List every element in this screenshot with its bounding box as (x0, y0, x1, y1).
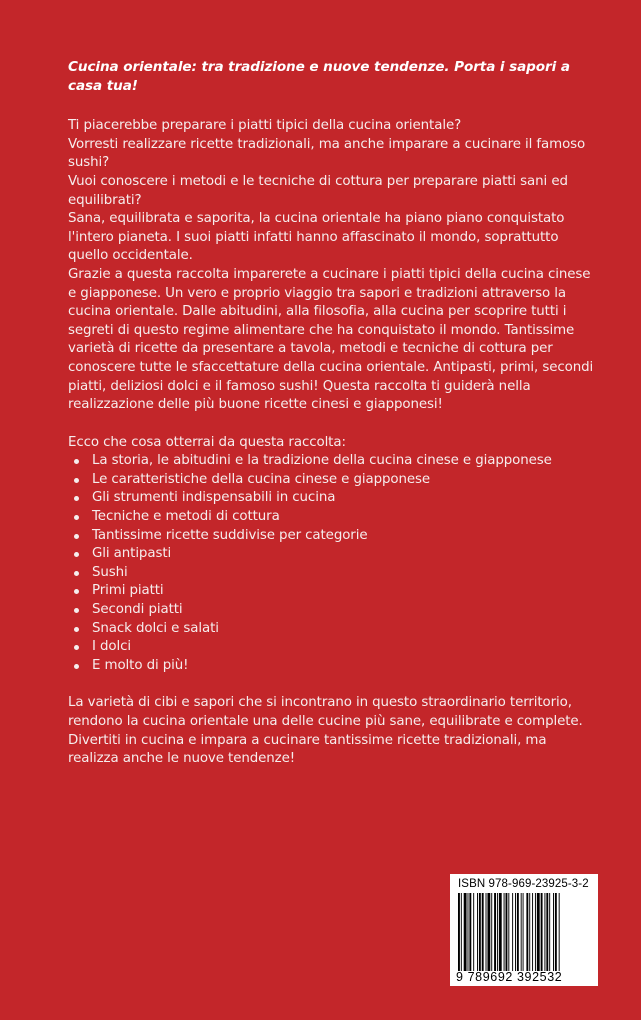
list-item: Gli strumenti indispensabili in cucina (68, 489, 598, 508)
intro-line-2: Vorresti realizzare ricette tradizionali, ma anche imparare a cucinare il famoso sushi? (68, 136, 586, 171)
tagline: Cucina orientale: tra tradizione e nuove tendenze. Porta i sapori a casa tua! (68, 59, 570, 94)
barcode-bar (529, 893, 530, 971)
intro-paragraph-2: Grazie a questa raccolta imparerete a cucinare i piatti tipici della cucina cinese e giapponese. Un vero e proprio viaggio tra sapori e tradizioni attraverso la cucina orientale. Dalle abitudini, alla filosofia, alla cucina per scoprire tutti i segreti di questo regime alimentare che ha conquistato il mondo. Tantissime varietà di ricette da presentare a tavola, metodi e tecniche di cottura per conoscere tutte le sfaccettature della cucina orientale. Antipasti, primi, secondi piatti, deliziosi dolci e il famoso sushi! Questa raccolta ti guiderà nella realizzazione delle più buone ricette cinesi e giapponesi! (68, 266, 594, 413)
barcode-bar (497, 893, 498, 971)
barcode-bar (553, 893, 554, 971)
barcode-bar (515, 893, 516, 971)
list-intro: Ecco che cosa otterrai da questa raccolta: (68, 434, 346, 450)
list-item: Sushi (68, 564, 598, 583)
barcode-bar (469, 893, 471, 971)
list-item: Gli antipasti (68, 545, 598, 564)
intro-line-1: Ti piacerebbe preparare i piatti tipici della cucina orientale? (68, 118, 462, 134)
barcode-bar (506, 893, 508, 971)
list-item: La storia, le abitudini e la tradizione della cucina cinese e giapponese (68, 452, 598, 471)
barcode-bar (512, 893, 513, 971)
barcode-bar (491, 893, 492, 971)
feature-list (68, 452, 598, 675)
barcode-digits: 9 789692 392532 (456, 970, 563, 984)
barcode-bar (487, 893, 490, 971)
barcode-bar (532, 893, 533, 971)
barcode-bar (549, 893, 550, 971)
barcode-bar (559, 893, 560, 971)
barcode-bar (486, 893, 487, 971)
barcode-bar (464, 893, 467, 971)
isbn-barcode (450, 874, 598, 986)
barcode-bar (526, 893, 528, 971)
intro-paragraph-1: Sana, equilibrata e saporita, la cucina orientale ha piano piano conquistato l'intero pianeta. I suoi piatti infatti hanno affascinato il mondo, soprattutto quello occidentale. (68, 211, 565, 264)
barcode-bar (461, 893, 462, 971)
barcode-bar (535, 893, 536, 971)
list-item: Secondi piatti (68, 601, 598, 620)
intro-line-3: Vuoi conoscere i metodi e le tecniche di cottura per preparare piatti sani ed equilibrati? (68, 173, 568, 208)
list-item: Le caratteristiche della cucina cinese e giapponese (68, 471, 598, 490)
barcode-bar (517, 893, 519, 971)
back-cover-text (68, 58, 598, 769)
list-item: Primi piatti (68, 582, 598, 601)
isbn-label: ISBN 978-969-23925-3-2 (458, 878, 589, 890)
barcode-bar (504, 893, 505, 971)
barcode-bar (555, 893, 557, 971)
barcode-bar (468, 893, 469, 971)
barcode-bar (541, 893, 543, 971)
barcode-bar (523, 893, 524, 971)
barcode-bar (479, 893, 481, 971)
list-item: I dolci (68, 638, 598, 657)
barcode-bars (456, 893, 592, 971)
barcode-bar (473, 893, 474, 971)
barcode-bar (499, 893, 502, 971)
barcode-bar (508, 893, 509, 971)
list-item: Snack dolci e salati (68, 620, 598, 639)
list-item: E molto di più! (68, 657, 598, 676)
barcode-bar (458, 893, 460, 971)
barcode-bar (546, 893, 548, 971)
list-item: Tecniche e metodi di cottura (68, 508, 598, 527)
barcode-bar (521, 893, 522, 971)
barcode-bar (477, 893, 478, 971)
barcode-bar (544, 893, 545, 971)
barcode-bar (494, 893, 496, 971)
list-item: Tantissime ricette suddivise per categorie (68, 527, 598, 546)
barcode-bar (537, 893, 540, 971)
closing-paragraph: La varietà di cibi e sapori che si incontrano in questo straordinario territorio, rendono la cucina orientale una delle cucine più sane, equilibrate e complete. Divertiti in cucina e impara a cucinare tantissime ricette tradizionali, ma realizza anche le nuove tendenze! (68, 695, 583, 767)
barcode-bar (482, 893, 484, 971)
